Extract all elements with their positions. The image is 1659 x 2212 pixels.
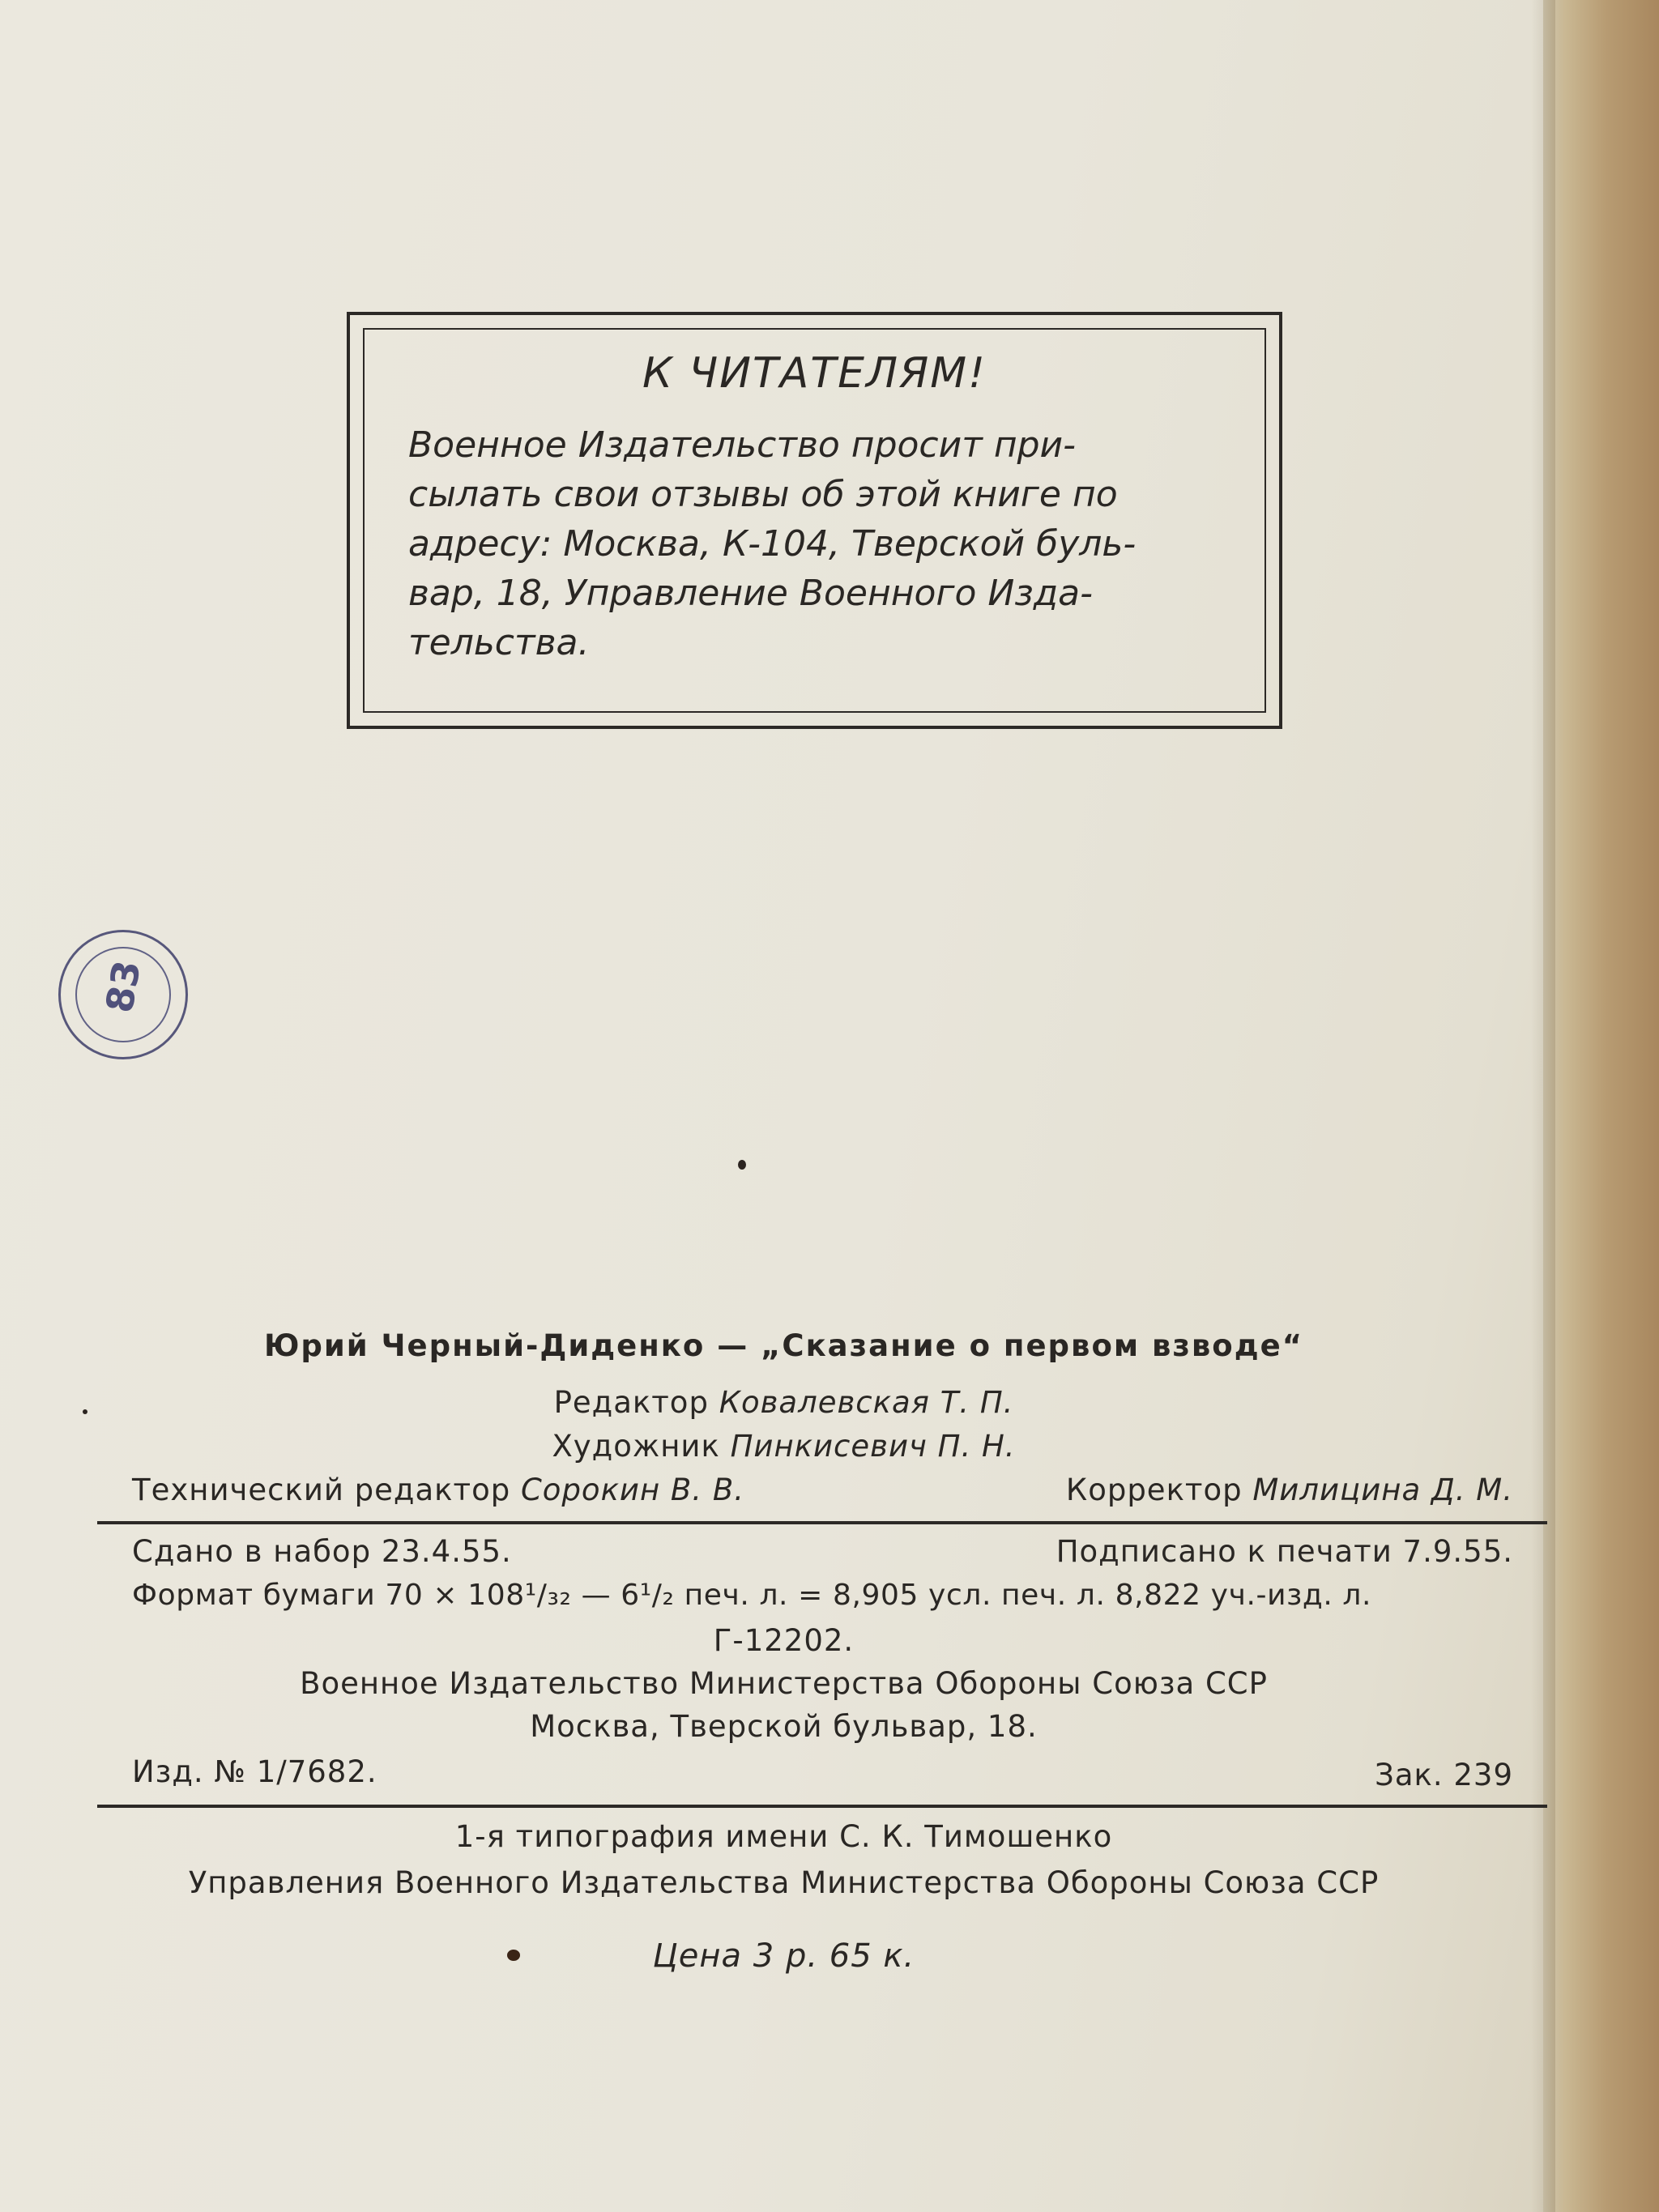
- editor-label: Редактор: [553, 1385, 709, 1420]
- reader-notice-line: адресу: Москва, К-104, Тверской буль-: [408, 523, 1137, 565]
- library-stamp: [58, 930, 188, 1059]
- tech-editor-line: [132, 1473, 744, 1507]
- proofreader-name: Милицина Д. М.: [1252, 1473, 1513, 1507]
- reader-notice-box: [347, 312, 1282, 729]
- tech-editor-name: Сорокин В. В.: [520, 1473, 744, 1507]
- reader-notice-line: тельства.: [408, 622, 590, 663]
- reader-notice-title: К ЧИТАТЕЛЯМ!: [642, 349, 987, 398]
- printer-line-2: Управления Военного Издательства Министерства Обороны Союза ССР: [188, 1865, 1380, 1900]
- artist-label: Художник: [552, 1429, 720, 1464]
- artist-line: [0, 1429, 1567, 1464]
- ink-speck: [738, 1160, 746, 1170]
- order-number: Зак. 239: [1375, 1758, 1513, 1792]
- artist-name: Пинкисевич П. Н.: [730, 1429, 1016, 1464]
- printer-line-1: 1-я типография имени С. К. Тимошенко: [454, 1819, 1113, 1854]
- divider-rule: [97, 1805, 1547, 1808]
- publisher-name: Военное Издательство Министерства Обороны Союза ССР: [300, 1666, 1268, 1701]
- price: Цена 3 р. 65 к.: [652, 1937, 915, 1975]
- library-stamp-number: 83: [96, 957, 150, 1016]
- book-title-line: Юрий Черный-Диденко — „Сказание о первом взводе“: [263, 1328, 1304, 1363]
- editor-name: Ковалевская Т. П.: [719, 1385, 1014, 1420]
- tech-editor-label: Технический редактор: [132, 1473, 511, 1507]
- signed-to-print: Подписано к печати 7.9.55.: [1056, 1534, 1513, 1569]
- publication-number: Изд. № 1/7682.: [132, 1754, 377, 1789]
- proofreader-line: [1066, 1473, 1513, 1507]
- sent-to-set: Сдано в набор 23.4.55.: [132, 1534, 512, 1569]
- reader-notice-line: вар, 18, Управление Военного Изда-: [408, 573, 1094, 614]
- print-code: Г-12202.: [713, 1623, 855, 1658]
- proofreader-label: Корректор: [1065, 1473, 1243, 1507]
- reader-notice-line: Военное Издательство просит при-: [408, 424, 1076, 466]
- divider-rule: [97, 1521, 1547, 1524]
- paper-format-line: Формат бумаги 70 × 108¹/₃₂ — 6¹/₂ печ. л. = 8,905 усл. печ. л. 8,822 уч.-изд. л.: [132, 1579, 1372, 1612]
- reader-notice-line: сылать свои отзывы об этой книге по: [408, 474, 1118, 515]
- editor-line: [0, 1385, 1567, 1420]
- publisher-address: Москва, Тверской бульвар, 18.: [530, 1709, 1038, 1744]
